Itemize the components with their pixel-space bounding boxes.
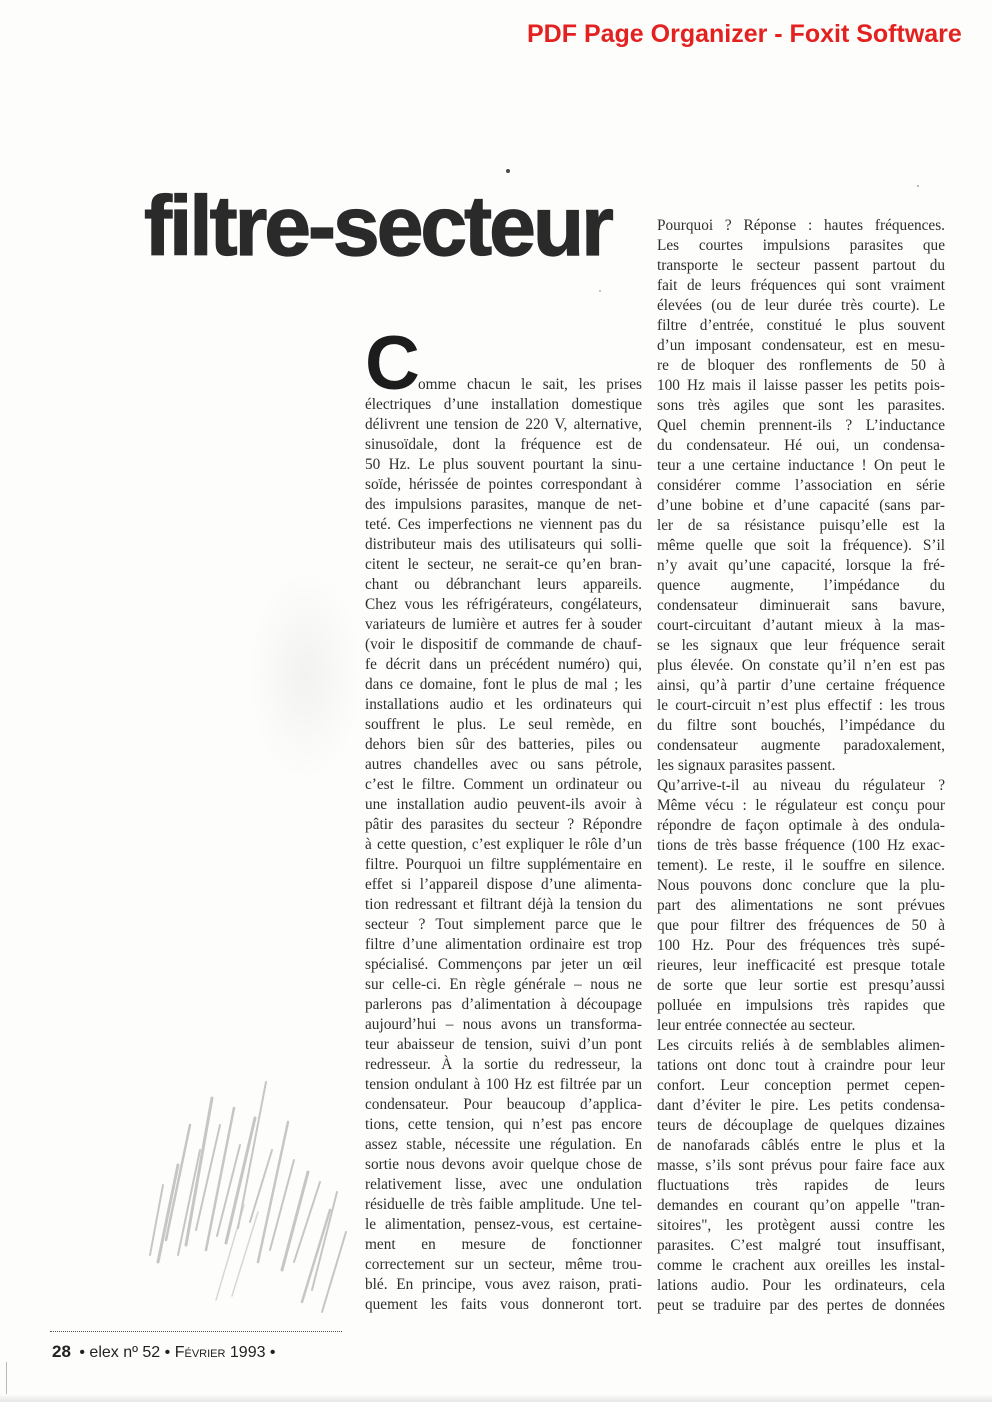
text-line: variateurs de lumière et autres fer à souder: [365, 616, 642, 633]
text-line: soïde, hérissée de pointes correspondant à: [365, 476, 642, 493]
paragraph: [657, 776, 945, 1036]
text-line: plus élevée. On constate qu’il n’en est pas: [657, 657, 945, 674]
text-line: confort. Leur conception permet cepen-: [657, 1077, 945, 1094]
text-line: masse, s’ils sont prévus pour faire face aux: [657, 1157, 945, 1174]
text-line: teurs de découplage de quelques dizaines: [657, 1117, 945, 1134]
text-line: relativement lisse, avec une ondulation: [365, 1176, 642, 1193]
text-line: chant ou débranchant leurs appareils.: [365, 576, 642, 593]
text-line: 100 Hz. Pour des fréquences très supé-: [657, 937, 945, 954]
text-line: le alimentation, pensez-vous, est certaine-: [365, 1216, 642, 1233]
text-line: dant d’éviter le pire. Les petits condensa-: [657, 1097, 945, 1114]
issue-year: 1993 •: [229, 1344, 276, 1361]
text-line: de sorte que leur sortie est presqu’aussi: [657, 977, 945, 994]
text-line: condensateur augmente paradoxalement,: [657, 737, 945, 754]
text-line: tions de très basse fréquence (100 Hz exac-: [657, 837, 945, 854]
hatch-stroke: [232, 1212, 258, 1296]
article-column-1: [365, 375, 642, 1315]
text-line: se les signaux que leur fréquence serait: [657, 637, 945, 654]
text-line: teté. Ces imperfections ne viennent pas du: [365, 516, 642, 533]
text-line: re de bloquer des ronflements de 50 à: [657, 357, 945, 374]
text-line: condensateur diminuerait sans bavure,: [657, 597, 945, 614]
page-footer: [52, 1342, 276, 1363]
text-line: souffrent le plus. Le seul remède, en: [365, 716, 642, 733]
text-line: distributeur mais des utilisateurs qui solli-: [365, 536, 642, 553]
text-line: Les circuits reliés à de semblables alimen-: [657, 1037, 945, 1054]
text-line: du condensateur. Hé oui, un condensa-: [657, 437, 945, 454]
text-line: filtre d’une alimentation ordinaire est trop: [365, 936, 642, 953]
article-column-2: [657, 216, 945, 1316]
footer-dotted-rule: [50, 1331, 342, 1332]
text-line: filtre d’entrée, constitué le plus souvent: [657, 317, 945, 334]
magazine-issue: • elex nº 52 •: [79, 1344, 171, 1361]
text-line: du filtre sont bouchés, l’impédance du: [657, 717, 945, 734]
scan-speck: [917, 185, 919, 187]
scan-speck: [599, 290, 601, 292]
decorative-hatching: [135, 1070, 355, 1320]
text-line: demandes en courant qu’on appelle "tran-: [657, 1197, 945, 1214]
text-line: tement). Le reste, il le souffre en silence.: [657, 857, 945, 874]
text-line: ler de sa résistance puisqu’elle est la: [657, 517, 945, 534]
text-line: autres chandelles avec ou sans pétrole,: [365, 756, 642, 773]
text-line: des impulsions parasites, manque de net-: [365, 496, 642, 513]
text-line: Quel chemin prennent-ils ? L’inductance: [657, 417, 945, 434]
hatch-stroke: [158, 1165, 178, 1262]
text-line: pâtir des parasites du secteur ? Répondre: [365, 816, 642, 833]
text-line: ment en mesure de fonctionner: [365, 1236, 642, 1253]
scan-edge-bottom: [0, 1394, 992, 1402]
text-line: les signaux parasites passent.: [657, 757, 836, 774]
text-line: quement les faits vous donneront tort.: [365, 1296, 642, 1313]
text-line: Qu’arrive-t-il au niveau du régulateur ?: [657, 777, 945, 794]
text-line: installations audio et les ordinateurs qui: [365, 696, 642, 713]
drop-cap: C: [365, 321, 420, 406]
text-line: omme chacun le sait, les prises: [418, 376, 642, 393]
scan-shadow: [248, 570, 363, 780]
text-line: Les courtes impulsions parasites que: [657, 237, 945, 254]
text-line: de nanofarads câblés entre le plus et la: [657, 1137, 945, 1154]
text-line: Même vécu : le régulateur est conçu pour: [657, 797, 945, 814]
text-line: polluée en impulsions très rapides que: [657, 997, 945, 1014]
paragraph: [365, 375, 642, 1315]
text-line: sinusoïdale, dont la fréquence est de: [365, 436, 642, 453]
text-line: à cette question, c’est expliquer le rôle d’un: [365, 836, 642, 853]
text-line: dans ce domaine, font le plus de mal ; les: [365, 676, 642, 693]
text-line: redresseur. À la sortie du redresseur, la: [365, 1056, 642, 1073]
text-line: c’est le filtre. Comment un ordinateur ou: [365, 776, 642, 793]
text-line: filtre. Pourquoi un filtre supplémentaire en: [365, 856, 642, 873]
scan-speck: [506, 169, 510, 173]
text-line: leur entrée connectée au secteur.: [657, 1017, 856, 1034]
text-line: lations audio. Pour les ordinateurs, cela: [657, 1277, 945, 1294]
text-line: condensateur. Pour beaucoup d’applica-: [365, 1096, 642, 1113]
text-line: teur abaisseur de tension, suivi d’un pont: [365, 1036, 642, 1053]
hatch-stroke: [238, 1082, 266, 1228]
text-line: comme le crachent aux oreilles les instal-: [657, 1257, 945, 1274]
text-line: parasites. C’est malgré tout insuffisant,: [657, 1237, 945, 1254]
paragraph: [657, 1036, 945, 1316]
text-line: Pourquoi ? Réponse : hautes fréquences.: [657, 217, 945, 234]
text-line: d’une bobine et d’une capacité (sans par-: [657, 497, 945, 514]
text-line: 50 Hz. Le plus souvent pourtant la sinu-: [365, 456, 642, 473]
text-line: électriques d’une installation domestique: [365, 396, 642, 413]
text-line: effet si l’appareil dispose d’une alimenta-: [365, 876, 642, 893]
text-line: sons très agiles que sont les parasites.: [657, 397, 945, 414]
text-line: répondre de façon optimale à des ondula-: [657, 817, 945, 834]
issue-month: Février: [174, 1344, 226, 1361]
hatch-stroke: [322, 1232, 346, 1312]
page-number: 28: [52, 1342, 71, 1361]
text-line: tions, cette tension, qui n’est pas encore: [365, 1116, 642, 1133]
text-line: aujourd’hui – nous avons un transforma-: [365, 1016, 642, 1033]
hatch-stroke: [294, 1182, 320, 1262]
text-line: Nous pouvons donc conclure que la plu-: [657, 877, 945, 894]
text-line: même quelle que soit la fréquence). S’il: [657, 537, 945, 554]
text-line: quence augmente, l’impédance du: [657, 577, 945, 594]
text-line: parlerons pas d’alimentation à découpage: [365, 996, 642, 1013]
text-line: Chez vous les réfrigérateurs, congélateurs,: [365, 596, 642, 613]
text-line: tations ont donc tout à craindre pour leur: [657, 1057, 945, 1074]
text-line: correctement sur un secteur, même trou-: [365, 1256, 642, 1273]
hatch-stroke: [186, 1098, 212, 1245]
text-line: peut se traduire par des pertes de données: [657, 1297, 945, 1314]
text-line: ainsi, qu’à partir d’une certaine fréquence: [657, 677, 945, 694]
text-line: fluctuations très rapides de leurs: [657, 1177, 945, 1194]
text-line: d’un imposant condensateur, est en mesu-: [657, 337, 945, 354]
text-line: élevées (ou de leur durée très courte). Le: [657, 297, 945, 314]
text-line: considérer comme l’association en série: [657, 477, 945, 494]
article-title: filtre-secteur: [144, 179, 611, 273]
text-line: résiduelle de très faible amplitude. Une tel-: [365, 1196, 642, 1213]
text-line: dehors bien sûr des batteries, piles ou: [365, 736, 642, 753]
text-line: tension ondulant à 100 Hz est filtrée par un: [365, 1076, 642, 1093]
text-line: part des alimentations ne sont prévues: [657, 897, 945, 914]
text-line: que pour filtrer des fréquences de 50 à: [657, 917, 945, 934]
text-line: blé. En principe, vous avez raison, prati-: [365, 1276, 642, 1293]
watermark-text: PDF Page Organizer - Foxit Software: [527, 20, 962, 48]
text-line: sur celle-ci. En règle générale – nous ne: [365, 976, 642, 993]
text-line: sitoires", les protègent aussi contre les: [657, 1217, 945, 1234]
text-line: n’y avait qu’une capacité, lorsque la fré-: [657, 557, 945, 574]
hatch-stroke: [217, 1145, 240, 1236]
text-line: teur a une certaine inductance ! On peut le: [657, 457, 945, 474]
paragraph: [657, 216, 945, 776]
text-line: secteur ? Tout simplement parce que le: [365, 916, 642, 933]
text-line: 100 Hz mais il laisse passer les petits pois-: [657, 377, 945, 394]
text-line: fe décrit dans un précédent numéro) qui,: [365, 656, 642, 673]
hatch-stroke: [166, 1125, 190, 1240]
text-line: transporte le secteur passent partout du: [657, 257, 945, 274]
text-line: court-circuitant d’autant mieux à la mas-: [657, 617, 945, 634]
text-line: assez stable, nécessite une régulation. En: [365, 1136, 642, 1153]
text-line: sortie nous devons avoir quelque chose de: [365, 1156, 642, 1173]
text-line: spécialisé. Commençons par jeter un œil: [365, 956, 642, 973]
text-line: rieures, leur inefficacité est presque totale: [657, 957, 945, 974]
text-line: une installation audio peuvent-ils avoir à: [365, 796, 642, 813]
text-line: fait de leurs fréquences qui sont vraiment: [657, 277, 945, 294]
text-line: délivrent une tension de 220 V, alternative,: [365, 416, 642, 433]
text-line: le court-circuit n’est plus effectif : les trous: [657, 697, 945, 714]
hatch-stroke: [196, 1125, 220, 1230]
text-line: citent le secteur, ne serait-ce qu’en bran-: [365, 556, 642, 573]
text-line: (voir le dispositif de commande de chauf-: [365, 636, 642, 653]
text-line: tion redressant et filtrant déjà la tension du: [365, 896, 642, 913]
